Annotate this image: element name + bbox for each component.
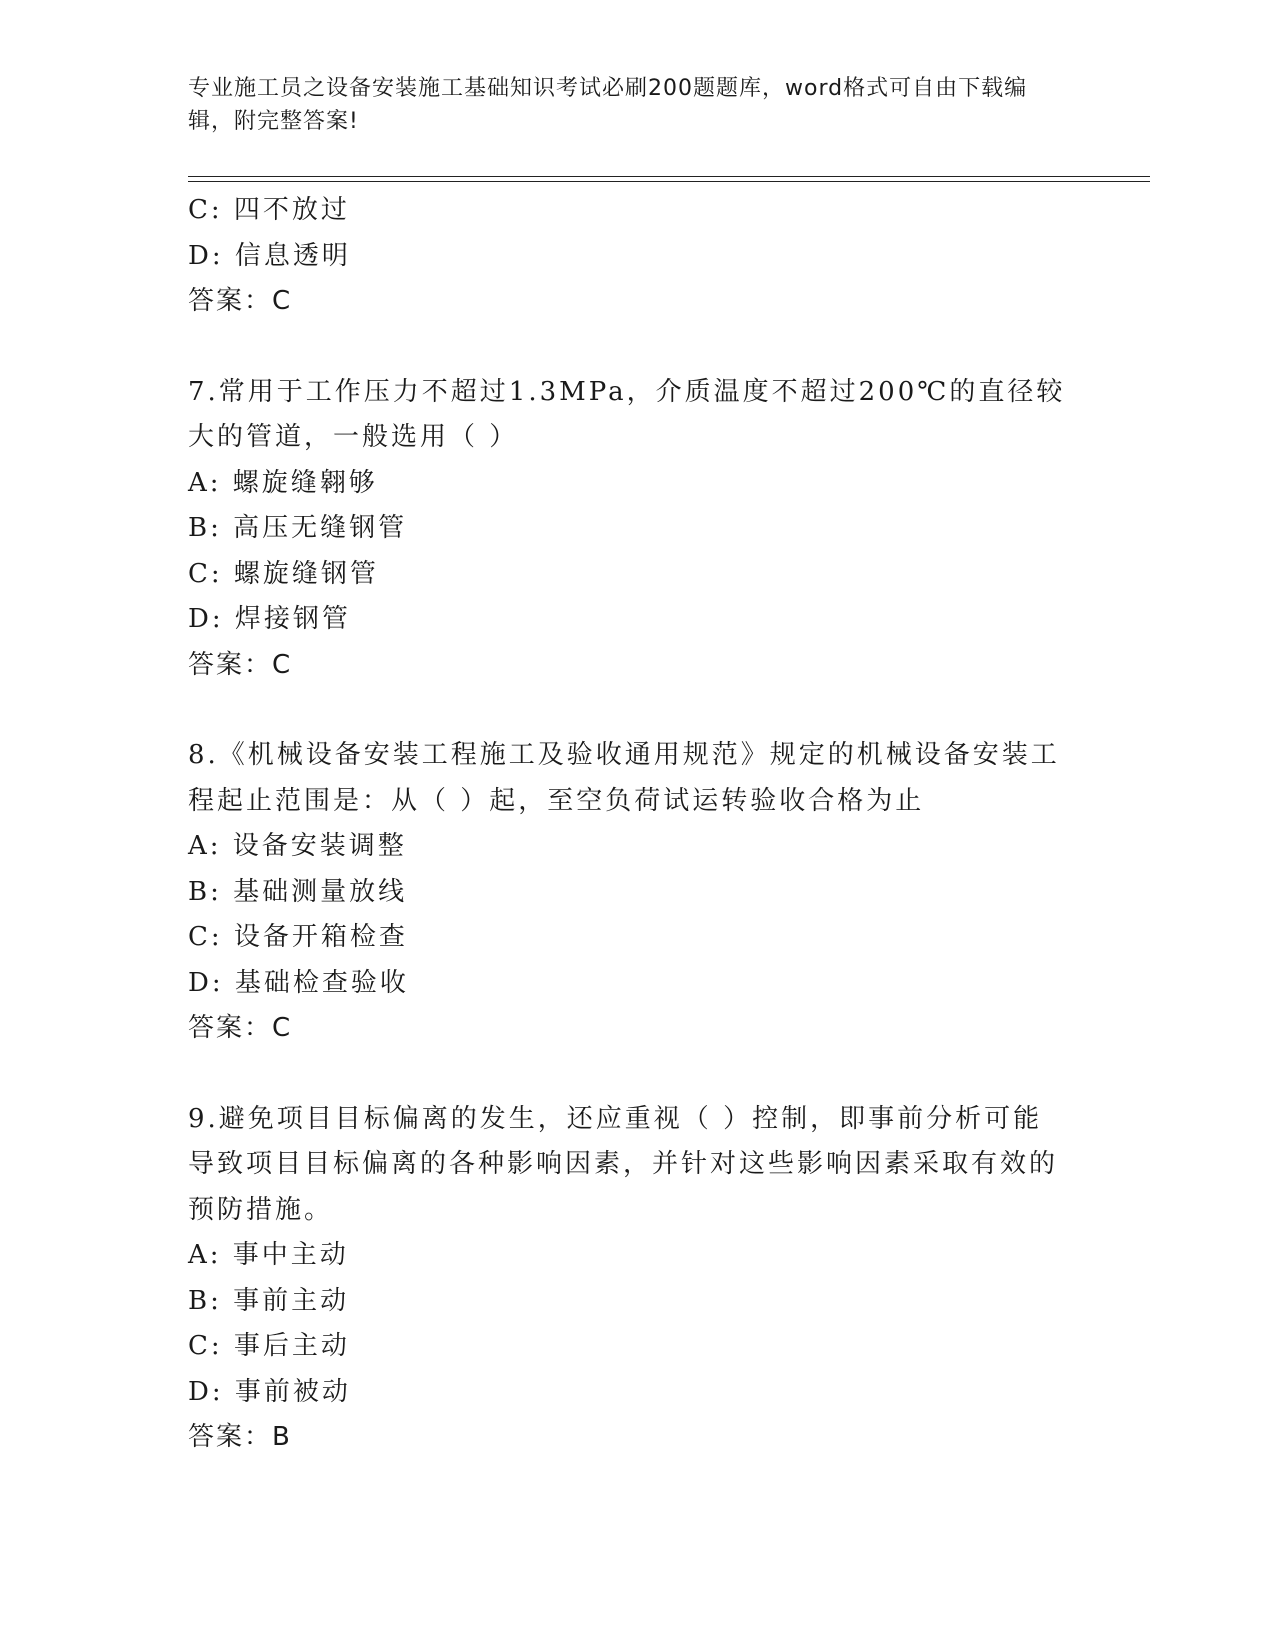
- option-c: C: 事后主动: [188, 1331, 350, 1361]
- header-divider-top: [188, 176, 1150, 177]
- option-b: B: 事前主动: [188, 1285, 350, 1316]
- option-b: B: 基础测量放线: [188, 876, 408, 907]
- option-d: D: 事前被动: [188, 1376, 351, 1407]
- answer-label: 答案：C: [188, 286, 293, 316]
- option-d: D: 基础检查验收: [188, 967, 409, 998]
- document-header: 专业施工员之设备安装施工基础知识考试必刷200题题库，word格式可自由下载编辑，附完整答案!: [188, 76, 1028, 134]
- question-stem: 8.《机械设备安装工程施工及验收通用规范》规定的机械设备安装工程起止范围是：从（ ）起，至空负荷试运转验收合格为止: [188, 740, 1060, 816]
- option-c: C: 四不放过: [188, 195, 350, 225]
- option-c: C: 设备开箱检查: [188, 922, 408, 952]
- option-c: C: 螺旋缝钢管: [188, 558, 379, 589]
- question-block-9: [188, 1097, 1088, 1461]
- question-stem: 7.常用于工作压力不超过1.3MPa，介质温度不超过200℃的直径较大的管道，一般选用（ ）: [188, 376, 1066, 452]
- question-block-7: [188, 370, 1088, 689]
- option-a: A: 设备安装调整: [188, 831, 407, 861]
- answer-label: 答案：C: [188, 1013, 293, 1043]
- option-d: D: 焊接钢管: [188, 604, 351, 634]
- header-divider-bottom: [188, 181, 1150, 182]
- prev-question-block: [188, 188, 1088, 325]
- question-stem: 9.避免项目目标偏离的发生，还应重视（ ）控制，即事前分析可能导致项目目标偏离的各种影响因素，并针对这些影响因素采取有效的预防措施。: [188, 1103, 1059, 1225]
- question-block-8: [188, 733, 1088, 1052]
- option-b: B: 高压无缝钢管: [188, 513, 408, 543]
- option-d: D: 信息透明: [188, 240, 351, 271]
- option-a: A: 事中主动: [188, 1240, 349, 1270]
- option-a: A: 螺旋缝翱够: [188, 467, 378, 498]
- answer-label: 答案：B: [188, 1422, 292, 1452]
- answer-label: 答案：C: [188, 649, 293, 680]
- question-content: [188, 188, 1088, 1461]
